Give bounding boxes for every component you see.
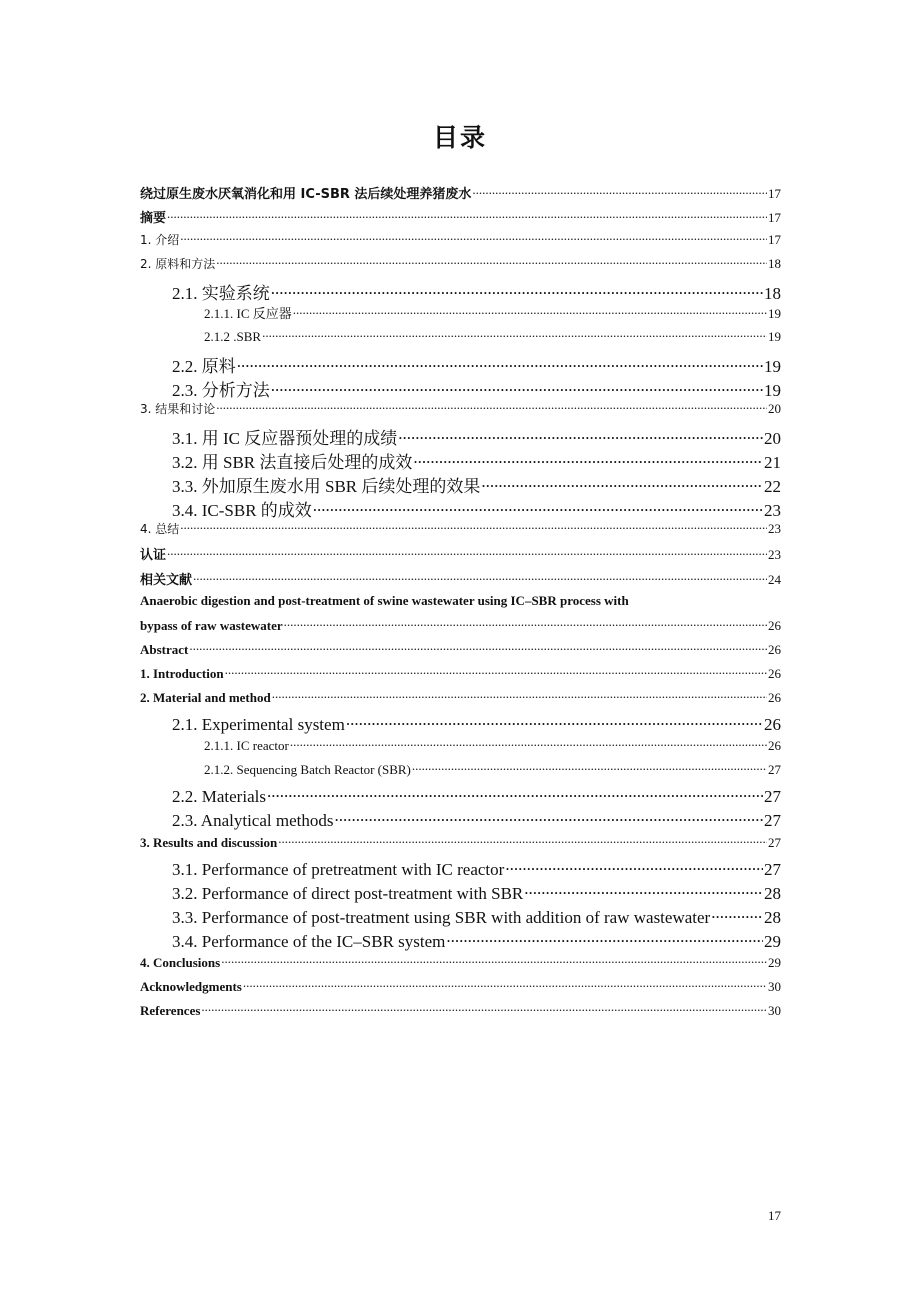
- leader-dots: [711, 906, 763, 923]
- toc-entry[interactable]: [140, 448, 781, 472]
- toc-entry-label: 相关文献: [140, 572, 193, 588]
- toc-entry-page: 26: [768, 689, 781, 705]
- leader-dots: [221, 954, 767, 967]
- toc-entry-label: 2. 原料和方法: [140, 257, 216, 272]
- leader-dots: [272, 689, 767, 702]
- toc-entry-page: 20: [764, 428, 781, 448]
- toc-entry[interactable]: [140, 593, 781, 617]
- toc-entry-label: 3.2. 用 SBR 法直接后处理的成效: [172, 453, 413, 473]
- toc-entry[interactable]: [140, 569, 781, 593]
- toc-entry[interactable]: [140, 183, 781, 207]
- toc-entry[interactable]: [140, 641, 781, 665]
- toc-entry-page: 27: [768, 762, 781, 778]
- toc-entry-page: 27: [764, 859, 781, 879]
- toc-entry[interactable]: [140, 496, 781, 520]
- toc-entry-page: 28: [764, 907, 781, 927]
- toc-entry[interactable]: [140, 665, 781, 689]
- toc-entry-page: 26: [768, 641, 781, 657]
- toc-entry-label: 3.3. 外加原生废水用 SBR 后续处理的效果: [172, 477, 481, 497]
- toc-entry-label: 2.2. 原料: [172, 356, 236, 376]
- toc-entry-label: 2.1.1. IC reactor: [204, 738, 289, 754]
- toc-entry[interactable]: [140, 978, 781, 1002]
- leader-dots: [346, 713, 763, 730]
- toc-entry-label: 2.3. Analytical methods: [172, 811, 334, 831]
- leader-dots: [290, 737, 767, 750]
- toc-entry-page: 26: [768, 665, 781, 681]
- toc-entry[interactable]: [140, 352, 781, 376]
- leader-dots: [524, 882, 763, 899]
- toc-entry[interactable]: [140, 689, 781, 713]
- toc-entry-label: 3.4. IC-SBR 的成效: [172, 501, 312, 521]
- leader-dots: [180, 520, 767, 533]
- toc-entry[interactable]: [140, 737, 781, 761]
- toc-entry[interactable]: [140, 207, 781, 231]
- toc-entry-page: 19: [764, 356, 781, 376]
- leader-dots: [216, 255, 767, 268]
- toc-entry-label: References: [140, 1003, 201, 1019]
- toc-entry-label: 2.2. Materials: [172, 787, 266, 807]
- toc-entry[interactable]: [140, 785, 781, 809]
- toc-entry-page: 29: [768, 955, 781, 970]
- leader-dots: [267, 785, 763, 802]
- leader-dots: [180, 231, 767, 244]
- toc-entry-page: 23: [768, 521, 781, 537]
- toc-entry-page: 30: [768, 979, 781, 995]
- toc-entry-label: 2.1.1. IC 反应器: [204, 306, 292, 322]
- toc-entry-label: 1. 介绍: [140, 233, 180, 248]
- leader-dots: [313, 499, 763, 516]
- leader-dots: [446, 930, 763, 947]
- toc-entry-label: Abstract: [140, 641, 189, 657]
- leader-dots: [167, 546, 767, 559]
- leader-dots: [237, 355, 763, 372]
- toc-entry-label: 3.1. Performance of pretreatment with IC reactor: [172, 859, 505, 879]
- toc-entry-page: 18: [764, 284, 781, 304]
- toc-entry-page: 17: [768, 210, 781, 226]
- toc-entry[interactable]: [140, 400, 781, 424]
- toc-entry-page: 28: [764, 883, 781, 903]
- toc-entry-label: Acknowledgments: [140, 979, 242, 995]
- toc-entry[interactable]: [140, 930, 781, 954]
- toc-entry-page: 27: [768, 834, 781, 850]
- leader-dots: [334, 809, 763, 826]
- leader-dots: [271, 282, 763, 299]
- leader-dots: [472, 185, 767, 198]
- toc-entry-label: 2. Material and method: [140, 689, 271, 705]
- leader-dots: [284, 617, 767, 630]
- toc-entry[interactable]: [140, 279, 781, 303]
- toc-entry[interactable]: [140, 858, 781, 882]
- toc-entry[interactable]: [140, 761, 781, 785]
- toc-entry-label: 1. Introduction: [140, 665, 224, 681]
- toc-entry-page: 17: [768, 232, 781, 248]
- toc-entry[interactable]: [140, 834, 781, 858]
- toc-entry-label: 3.2. Performance of direct post-treatment with SBR: [172, 883, 524, 903]
- toc-entry-page: 30: [768, 1003, 781, 1019]
- toc-entry-page: 21: [764, 453, 781, 473]
- toc-entry[interactable]: [140, 882, 781, 906]
- toc-entry-label: 2.3. 分析方法: [172, 380, 270, 400]
- toc-entry-label: 3.4. Performance of the IC–SBR system: [172, 931, 446, 951]
- toc-entry[interactable]: [140, 376, 781, 400]
- toc-entry-page: 23: [768, 547, 781, 563]
- toc-entry[interactable]: [140, 1002, 781, 1026]
- toc-entry-label: Anaerobic digestion and post-treatment of swine wastewater using IC–SBR process with: [140, 592, 629, 608]
- toc-entry-label: 2.1. Experimental system: [172, 715, 345, 735]
- toc-entry-label: bypass of raw wastewater: [140, 617, 283, 633]
- toc-entry-page: 19: [764, 380, 781, 400]
- leader-dots: [481, 475, 763, 492]
- toc-entry-page: 26: [768, 738, 781, 754]
- leader-dots: [201, 1002, 767, 1015]
- leader-dots: [398, 427, 763, 444]
- leader-dots: [262, 328, 767, 341]
- toc-entry[interactable]: [140, 231, 781, 255]
- toc-entry-page: 20: [768, 400, 781, 416]
- toc-entry[interactable]: [140, 809, 781, 833]
- toc-entry-page: 29: [764, 931, 781, 951]
- toc-entry-label: 2.1.2 .SBR: [204, 328, 262, 344]
- toc-entry-label: 2.1.2. Sequencing Batch Reactor (SBR): [204, 762, 411, 778]
- leader-dots: [293, 305, 767, 318]
- toc-entry-label: 认证: [140, 548, 167, 564]
- toc-entry-label: 3. Results and discussion: [140, 834, 278, 850]
- toc-entry[interactable]: [140, 255, 781, 279]
- toc-entry[interactable]: [140, 520, 781, 544]
- toc-entry-page: 27: [764, 787, 781, 807]
- leader-dots: [505, 858, 763, 875]
- toc-entry-label: 2.1. 实验系统: [172, 284, 270, 304]
- leader-dots: [216, 400, 767, 413]
- toc-entry[interactable]: [140, 617, 781, 641]
- toc-entry-page: 24: [768, 571, 781, 587]
- toc-entry[interactable]: [140, 328, 781, 352]
- toc-entry-page: 22: [764, 477, 781, 497]
- table-of-contents: [140, 183, 781, 1026]
- leader-dots: [413, 451, 763, 468]
- toc-entry[interactable]: [140, 906, 781, 930]
- toc-entry-label: 3.3. Performance of post-treatment using SBR with addition of raw wastewater: [172, 907, 711, 927]
- toc-entry-page: 26: [764, 715, 781, 735]
- leader-dots: [271, 379, 763, 396]
- toc-entry-label: 4. Conclusions: [140, 955, 221, 970]
- toc-entry-label: 3.1. 用 IC 反应器预处理的成绩: [172, 428, 398, 448]
- toc-entry[interactable]: [140, 954, 781, 978]
- toc-entry[interactable]: [140, 472, 781, 496]
- page-number: 17: [768, 1208, 781, 1223]
- toc-entry-page: 17: [768, 186, 781, 201]
- toc-entry[interactable]: [140, 303, 781, 327]
- toc-entry-page: 26: [768, 617, 781, 633]
- toc-entry-page: 19: [768, 328, 781, 344]
- leader-dots: [278, 834, 767, 847]
- toc-entry-label: 绕过原生废水厌氧消化和用 IC-SBR 法后续处理养猪废水: [140, 187, 472, 202]
- leader-dots: [243, 978, 767, 991]
- toc-entry-label: 4. 总结: [140, 522, 180, 537]
- leader-dots: [193, 571, 767, 584]
- leader-dots: [167, 209, 767, 222]
- page-title: 目录: [432, 123, 487, 152]
- toc-entry-page: 23: [764, 501, 781, 521]
- toc-entry-page: 18: [768, 256, 781, 272]
- toc-entry[interactable]: [140, 424, 781, 448]
- toc-entry-page: 27: [764, 811, 781, 831]
- toc-entry-page: 19: [768, 306, 781, 322]
- leader-dots: [189, 641, 767, 654]
- leader-dots: [412, 761, 767, 774]
- toc-entry-label: 3. 结果和讨论: [140, 401, 216, 416]
- toc-entry[interactable]: [140, 713, 781, 737]
- leader-dots: [225, 665, 767, 678]
- toc-entry-label: 摘要: [140, 211, 167, 227]
- toc-entry[interactable]: [140, 544, 781, 568]
